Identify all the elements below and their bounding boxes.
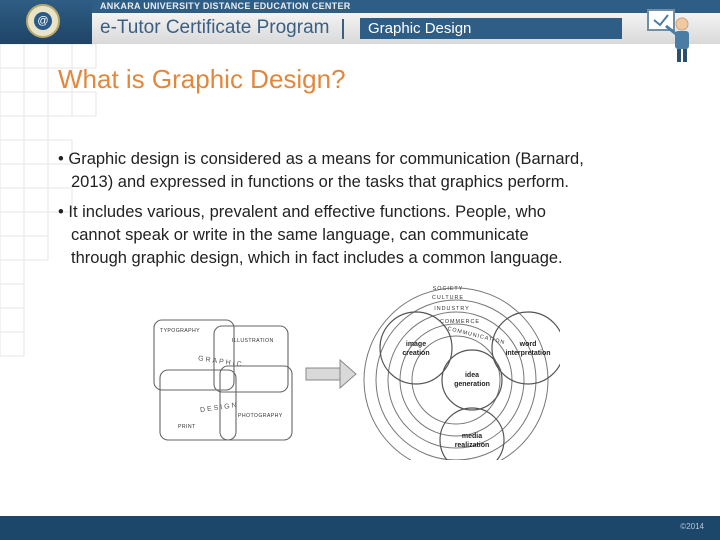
design-label: DESIGN	[199, 401, 240, 415]
photography-label: PHOTOGRAPHY	[238, 413, 283, 419]
illustration-label: ILLUSTRATION	[232, 338, 274, 344]
university-logo	[26, 4, 60, 38]
bullet-1	[58, 148, 698, 194]
slide-title: What is Graphic Design?	[58, 64, 346, 94]
interpretation-label: interpretation	[505, 350, 551, 357]
university-name: ANKARA UNIVERSITY DISTANCE EDUCATION CENTER	[100, 1, 351, 11]
word-label: word	[519, 341, 537, 348]
image-creation-circle	[380, 312, 452, 384]
graphic-design-diagram	[150, 276, 560, 460]
print-label: PRINT	[178, 424, 196, 430]
communication-label: COMMUNICATION	[446, 325, 506, 347]
arrow-icon	[306, 360, 356, 388]
subject-label: Graphic Design	[368, 20, 472, 37]
generation-label: generation	[454, 381, 490, 388]
media-label: media	[461, 433, 483, 440]
industry-label: INDUSTRY	[434, 306, 470, 312]
creation-label: creation	[402, 350, 430, 357]
idea-generation-circle	[442, 350, 502, 410]
header-separator	[342, 19, 344, 39]
typography-label: TYPOGRAPHY	[160, 328, 201, 334]
commerce-label: COMMERCE	[439, 319, 481, 325]
bullet-1-line-1: • Graphic design is considered as a means for communication (Barnard,	[58, 150, 584, 168]
image-label: image	[405, 341, 427, 348]
culture-label: CULTURE	[431, 295, 465, 301]
society-label: SOCIETY	[432, 286, 464, 292]
bullet-2	[58, 201, 698, 270]
logo-glyph: @	[34, 12, 52, 30]
footer-bar	[0, 516, 720, 540]
bullet-2-line-3: through graphic design, which in fact includes a common language.	[71, 249, 563, 267]
copyright-text: ©2014	[680, 522, 704, 531]
teacher-icon	[640, 4, 700, 64]
graphic-label: GRAPHIC	[197, 355, 244, 369]
bullet-1-line-2: 2013) and expressed in functions or the tasks that graphics perform.	[71, 173, 570, 191]
logo-area	[0, 0, 92, 44]
bullet-2-line-1: • It includes various, prevalent and effective functions. People, who	[58, 203, 546, 221]
idea-label: idea	[464, 372, 480, 379]
subject-box	[360, 18, 622, 39]
program-title: e-Tutor Certificate Program	[100, 17, 330, 38]
realization-label: realization	[454, 442, 490, 449]
bullet-2-line-2: cannot speak or write in the same language, can communicate	[71, 226, 529, 244]
